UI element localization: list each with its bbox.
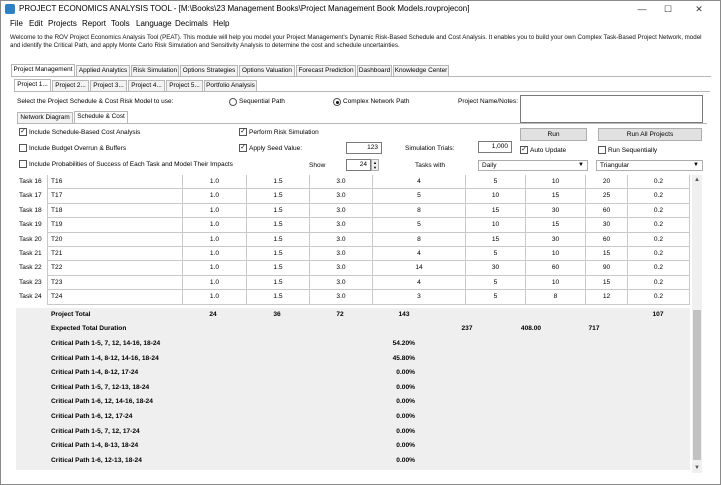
project-total-a: 24 [209, 311, 217, 318]
table-cell[interactable]: 0.2 [628, 233, 690, 247]
critical-path-label: Critical Path 1-5, 7, 12, 14-16, 18-24 [51, 340, 161, 347]
table-cell[interactable]: 60 [586, 233, 628, 247]
table-cell[interactable]: 15 [586, 247, 628, 261]
chevron-down-icon: ▼ [578, 162, 584, 168]
maximize-icon[interactable]: ☐ [663, 4, 673, 14]
title-bar [1, 1, 720, 17]
welcome-text: Welcome to the ROV Project Economics Analysis Tool (PEAT). This module will help you model your Project Management's Dynamic Risk-Based Schedule and Cost Analysis. It enables you to build your own Complex Task-Based Project Network, model and identify the Critical Path, and apply Monte Carlo Risk Simulation and Sensitivity Analysis to determine the cost and schedule uncertainties. [10, 34, 702, 49]
table-cell[interactable]: T19 [47, 218, 183, 232]
table-cell[interactable]: 15 [466, 233, 526, 247]
seed-checkbox[interactable]: ✓ [240, 144, 246, 151]
critical-path-pct: 0.00% [396, 442, 415, 450]
table-cell[interactable]: 1.5 [247, 175, 310, 189]
complex-network-radio[interactable] [333, 98, 341, 106]
minimize-icon[interactable]: — [637, 4, 647, 14]
sequential-path-label: Sequential Path [239, 98, 285, 105]
table-cell[interactable]: T22 [47, 261, 183, 275]
table-cell[interactable]: 4 [373, 276, 466, 290]
tab-options-strategies[interactable]: Options Strategies [180, 65, 238, 76]
table-cell[interactable]: 1.0 [183, 218, 247, 232]
table-row [16, 175, 690, 189]
tab-project-4[interactable]: Project 4... [128, 80, 165, 91]
table-row [16, 290, 690, 304]
run-sequentially-label: Run Sequentially [608, 147, 658, 154]
table-cell[interactable]: 1.5 [247, 218, 310, 232]
project-total-h: 107 [652, 311, 664, 318]
critical-path-label: Critical Path 1-4, 8-12, 17-24 [51, 369, 139, 377]
complex-network-label: Complex Network Path [343, 98, 410, 105]
table-cell[interactable]: T16 [47, 175, 183, 189]
table-cell[interactable]: 1.5 [247, 233, 310, 247]
row-header: Task 19 [19, 221, 42, 229]
expected-duration-g: 717 [588, 325, 600, 332]
table-cell[interactable]: 14 [373, 261, 466, 275]
table-cell[interactable]: 3.0 [310, 189, 373, 203]
table-cell[interactable]: 30 [526, 204, 586, 218]
table-cell[interactable]: 0.2 [628, 175, 690, 189]
show-label: Show [309, 162, 326, 169]
sim-trials-input[interactable]: 1,000 [478, 141, 512, 153]
critical-path-pct: 0.00% [396, 369, 415, 377]
critical-path-pct: 0.00% [396, 383, 415, 391]
table-row [16, 247, 690, 261]
menu-report[interactable]: Report [82, 19, 107, 28]
row-header: Task 16 [19, 178, 42, 185]
project-notes-label: Project Name/Notes: [458, 98, 518, 105]
table-row [16, 261, 690, 275]
app-icon [5, 4, 15, 14]
table-cell[interactable]: 1.0 [183, 189, 247, 203]
critical-path-pct: 0.00% [396, 427, 415, 435]
table-cell[interactable]: 0.2 [628, 189, 690, 203]
critical-path-pct: 0.00% [396, 398, 415, 406]
menu-bar [1, 17, 720, 31]
table-cell[interactable]: 10 [466, 218, 526, 232]
table-cell[interactable]: 0.2 [628, 261, 690, 275]
expected-duration-e: 237 [461, 325, 473, 332]
run-sequentially-checkbox[interactable] [598, 146, 606, 154]
table-row [16, 189, 690, 203]
menu-projects[interactable]: Projects [48, 19, 77, 28]
tab-schedule-cost[interactable]: Schedule & Cost [74, 111, 128, 123]
table-cell[interactable]: 1.5 [247, 276, 310, 290]
show-count-stepper[interactable]: ▲ ▼ [371, 159, 379, 171]
run-button[interactable]: Run [520, 128, 587, 141]
sim-trials-label: Simulation Trials: [405, 145, 455, 152]
table-cell[interactable]: 1.0 [183, 290, 247, 304]
show-count-input[interactable]: 24 [346, 159, 371, 171]
table-cell[interactable]: 25 [586, 189, 628, 203]
critical-path-pct: 0.00% [396, 456, 415, 464]
table-cell[interactable]: T20 [47, 233, 183, 247]
table-cell[interactable]: 60 [526, 261, 586, 275]
table-cell[interactable]: 1.5 [247, 290, 310, 304]
run-all-projects-button[interactable]: Run All Projects [598, 128, 702, 141]
critical-path-label: Critical Path 1-6, 12, 17-24 [51, 413, 133, 420]
menu-decimals[interactable]: Decimals [175, 19, 208, 28]
tab-project-1[interactable]: Project 1... [14, 79, 51, 91]
sub-tab-divider [17, 123, 707, 124]
table-cell[interactable]: 1.0 [183, 204, 247, 218]
expected-duration-label: Expected Total Duration [51, 325, 127, 332]
table-cell[interactable]: 60 [586, 204, 628, 218]
menu-language[interactable]: Language [136, 19, 172, 28]
critical-path-pct: 0.00% [396, 413, 415, 420]
table-cell[interactable]: 1.5 [247, 189, 310, 203]
table-cell[interactable]: 4 [373, 175, 466, 189]
table-cell[interactable]: 30 [466, 261, 526, 275]
table-cell[interactable]: 0.2 [628, 204, 690, 218]
vertical-scrollbar[interactable] [692, 175, 702, 473]
table-cell[interactable]: 4 [373, 247, 466, 261]
table-row [16, 204, 690, 218]
row-header: Task 22 [19, 264, 42, 272]
scrollbar-thumb[interactable] [693, 310, 701, 460]
table-cell[interactable]: T17 [47, 189, 183, 203]
sequential-path-radio[interactable] [229, 98, 237, 106]
model-select-label: Select the Project Schedule & Cost Risk Model to use: [17, 98, 174, 105]
project-total-c: 72 [336, 311, 344, 318]
budget-overrun-checkbox[interactable] [19, 144, 27, 152]
critical-path-label: Critical Path 1-6, 12-13, 18-24 [51, 456, 142, 464]
table-cell[interactable]: 90 [586, 261, 628, 275]
row-header: Task 18 [19, 206, 42, 214]
table-cell[interactable]: T23 [47, 276, 183, 290]
table-cell[interactable]: 1.0 [183, 175, 247, 189]
probabilities-label: Include Probabilities of Success of Each Task and Model Their Impacts [29, 161, 233, 168]
table-cell[interactable]: 3.0 [310, 218, 373, 232]
table-cell[interactable]: 12 [586, 290, 628, 304]
table-cell[interactable]: 3.0 [310, 175, 373, 189]
menu-help[interactable]: Help [213, 19, 230, 28]
close-icon[interactable]: ✕ [695, 4, 703, 14]
menu-tools[interactable]: Tools [111, 19, 130, 28]
table-cell[interactable]: 0.2 [628, 218, 690, 232]
table-cell[interactable]: 3.0 [310, 276, 373, 290]
distribution-select[interactable] [596, 160, 703, 171]
risk-simulation-checkbox[interactable]: ✓ [240, 128, 246, 135]
auto-update-label: Auto Update [530, 147, 567, 154]
table-cell[interactable]: 3 [373, 290, 466, 304]
table-cell[interactable]: 3.0 [310, 204, 373, 218]
table-cell[interactable]: 5 [373, 189, 466, 203]
critical-path-label: Critical Path 1-4, 8-12, 14-16, 18-24 [51, 354, 159, 362]
critical-path-label: Critical Path 1-5, 7, 12, 17-24 [51, 427, 140, 435]
table-cell[interactable]: 1.0 [183, 233, 247, 247]
table-cell[interactable]: 0.2 [628, 290, 690, 304]
seed-value-input[interactable]: 123 [346, 142, 382, 154]
table-cell[interactable]: 15 [526, 218, 586, 232]
critical-path-label: Critical Path 1-5, 7, 12-13, 18-24 [51, 383, 150, 391]
table-cell[interactable]: 10 [466, 189, 526, 203]
tab-knowledge-center[interactable]: Knowledge Center [394, 67, 448, 74]
tab-options-valuation[interactable]: Options Valuation [239, 65, 295, 76]
table-cell[interactable]: 5 [466, 290, 526, 304]
project-notes-input[interactable] [520, 95, 703, 123]
menu-edit[interactable]: Edit [29, 19, 43, 28]
table-cell[interactable]: 5 [466, 175, 526, 189]
row-header: Task 21 [19, 250, 42, 257]
budget-overrun-label: Include Budget Overrun & Buffers [29, 145, 127, 152]
table-cell[interactable]: 3.0 [310, 247, 373, 261]
tab-applied-analytics[interactable]: Applied Analytics [76, 65, 130, 76]
schedule-cost-checkbox[interactable]: ✓ [20, 128, 26, 135]
time-unit-select[interactable] [478, 160, 588, 171]
auto-update-checkbox[interactable]: ✓ [521, 146, 527, 153]
risk-simulation-label: Perform Risk Simulation [249, 129, 319, 136]
table-row [16, 276, 690, 290]
critical-path-label: Critical Path 1-4, 8-13, 18-24 [51, 442, 139, 450]
menu-file[interactable]: File [10, 19, 23, 28]
table-cell[interactable]: 1.5 [247, 261, 310, 275]
table-cell[interactable]: 30 [586, 218, 628, 232]
row-header: Task 20 [19, 235, 42, 243]
project-total-label: Project Total [51, 311, 91, 318]
project-total-d: 143 [398, 311, 410, 318]
table-cell[interactable]: 10 [526, 175, 586, 189]
table-cell[interactable]: 10 [526, 276, 586, 290]
table-cell[interactable]: 30 [526, 233, 586, 247]
table-cell[interactable]: 1.0 [183, 261, 247, 275]
window-title: PROJECT ECONOMICS ANALYSIS TOOL - [M:\Books\23 Management Books\Project Management Book Models.rovprojecon] [19, 4, 470, 13]
schedule-cost-label: Include Schedule-Based Cost Analysis [29, 129, 141, 136]
chevron-down-icon: ▼ [693, 162, 699, 168]
table-cell[interactable]: 0.2 [628, 276, 690, 290]
scroll-up-icon[interactable]: ▲ [694, 177, 700, 183]
table-cell[interactable]: 3.0 [310, 261, 373, 275]
tab-network-diagram[interactable]: Network Diagram [17, 112, 73, 123]
tab-dashboard[interactable]: Dashboard [358, 67, 391, 74]
main-tab-divider [11, 76, 711, 77]
critical-path-label: Critical Path 1-6, 12, 14-16, 18-24 [51, 398, 153, 406]
tab-project-2[interactable]: Project 2... [52, 80, 89, 91]
table-cell[interactable]: 8 [373, 233, 466, 247]
row-header: Task 24 [19, 293, 42, 301]
tab-forecast-prediction[interactable]: Forecast Prediction [296, 65, 356, 76]
table-cell[interactable]: 15 [586, 276, 628, 290]
expected-duration-f: 408.00 [520, 325, 542, 332]
critical-path-pct: 45.80% [392, 354, 415, 362]
project-total-b: 36 [273, 311, 281, 318]
tab-project-5[interactable]: Project 5... [166, 80, 203, 91]
table-cell[interactable]: 5 [466, 276, 526, 290]
distribution-value: Triangular [600, 162, 630, 169]
table-cell[interactable]: 3.0 [310, 233, 373, 247]
table-cell[interactable]: T21 [47, 247, 183, 261]
table-cell[interactable]: 5 [466, 247, 526, 261]
table-cell[interactable]: 1.0 [183, 247, 247, 261]
probabilities-checkbox[interactable] [19, 160, 27, 168]
tab-project-management[interactable]: Project Management [11, 64, 75, 76]
table-cell[interactable]: 20 [586, 175, 628, 189]
table-cell[interactable]: 10 [526, 247, 586, 261]
tab-risk-simulation[interactable]: Risk Simulation [132, 67, 178, 74]
table-cell[interactable]: T18 [47, 204, 183, 218]
table-row [16, 218, 690, 232]
table-cell[interactable]: 5 [373, 218, 466, 232]
table-cell[interactable]: 15 [526, 189, 586, 203]
row-header: Task 23 [19, 278, 42, 286]
table-cell[interactable]: 0.2 [628, 247, 690, 261]
table-row [16, 233, 690, 247]
table-cell[interactable]: 8 [373, 204, 466, 218]
table-cell[interactable]: 1.0 [183, 276, 247, 290]
tab-project-3[interactable]: Project 3... [90, 80, 127, 91]
time-unit-value: Daily [482, 162, 497, 169]
table-cell[interactable]: 1.5 [247, 204, 310, 218]
project-tab-divider [14, 91, 710, 92]
row-header: Task 17 [19, 192, 42, 200]
scroll-down-icon[interactable]: ▼ [694, 465, 700, 471]
tasks-with-label: Tasks with [415, 162, 445, 169]
seed-label: Apply Seed Value: [249, 145, 302, 152]
tab-portfolio-analysis[interactable]: Portfolio Analysis [204, 80, 257, 91]
table-cell[interactable]: 15 [466, 204, 526, 218]
critical-path-pct: 54.20% [392, 340, 415, 347]
table-cell[interactable]: 8 [526, 290, 586, 304]
table-cell[interactable]: 1.5 [247, 247, 310, 261]
table-cell[interactable]: 3.0 [310, 290, 373, 304]
table-cell[interactable]: T24 [47, 290, 183, 304]
